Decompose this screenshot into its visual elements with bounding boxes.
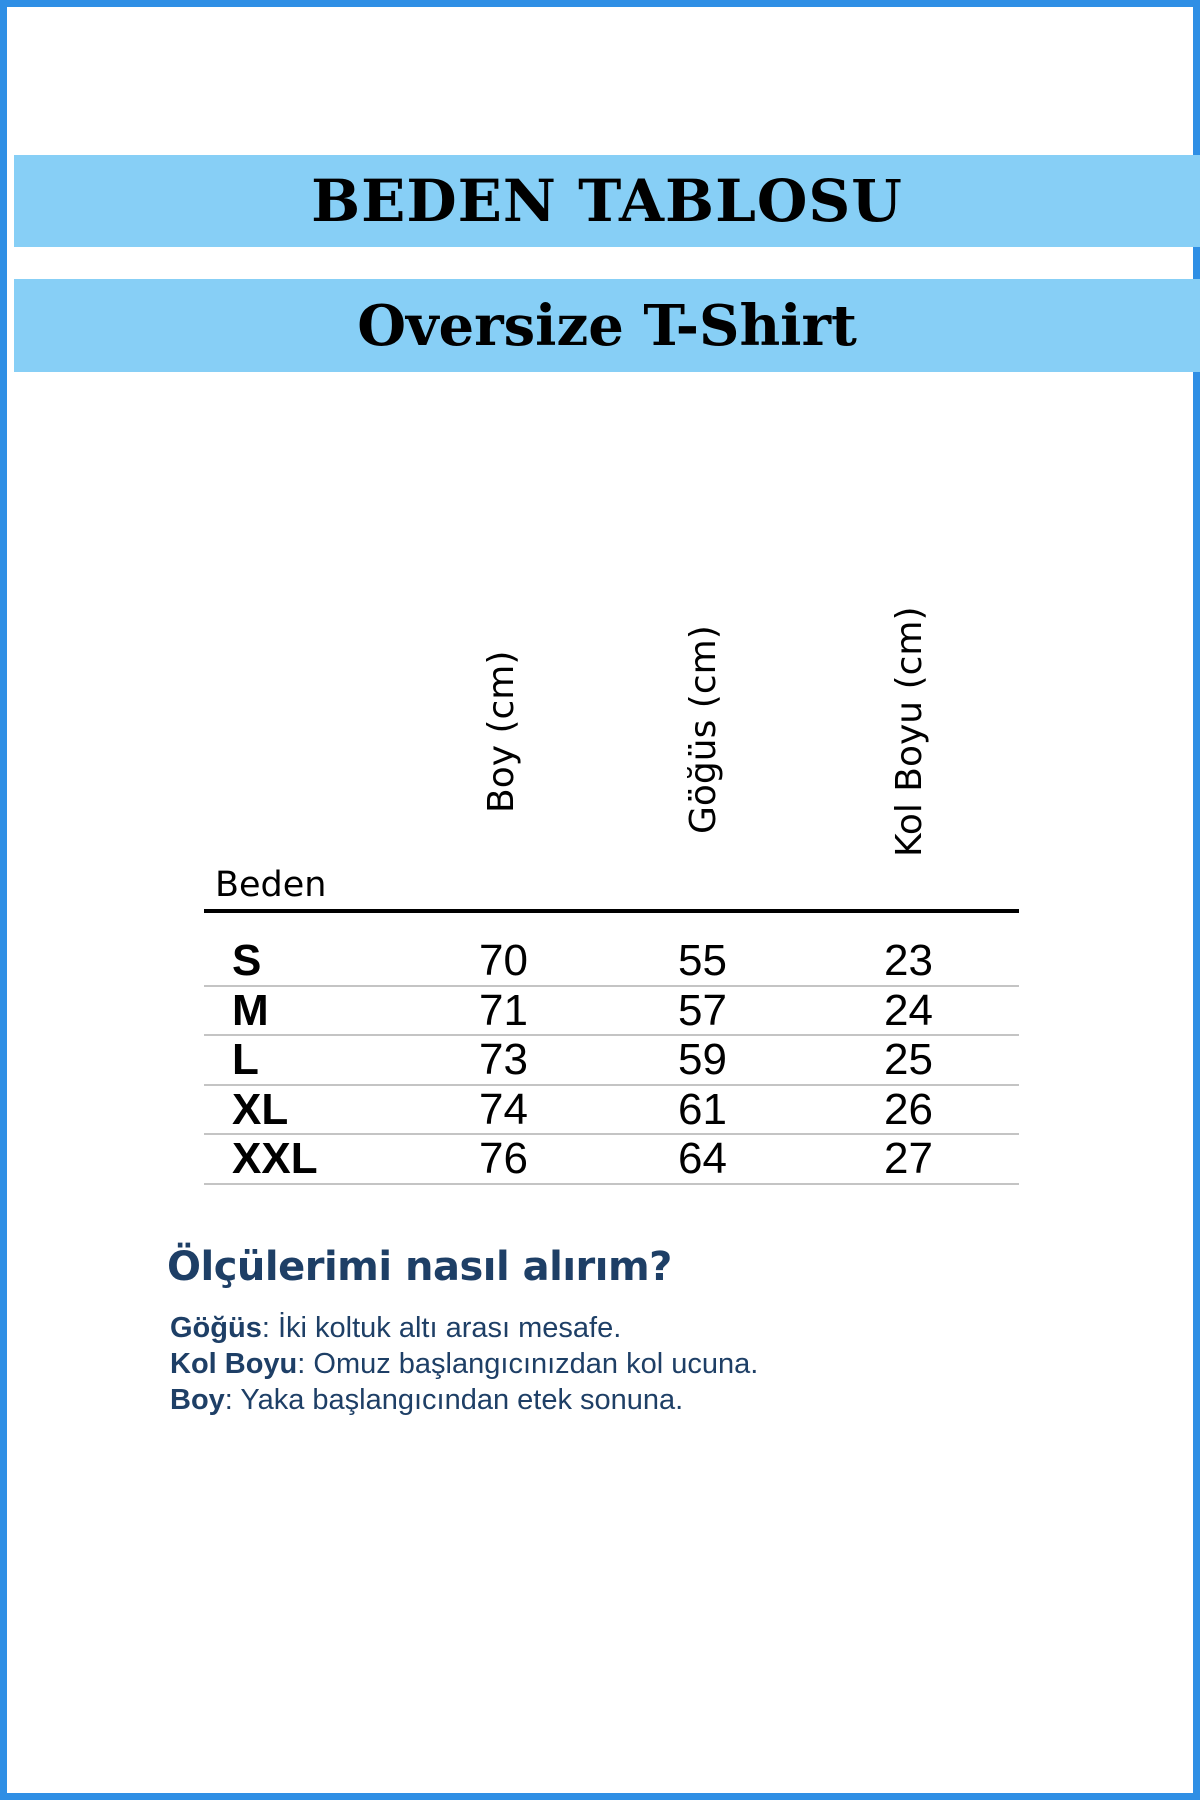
gogus-cell: 57: [678, 985, 727, 1035]
guide-item-boy: [170, 1382, 758, 1418]
guide-term: Göğüs: [170, 1312, 262, 1344]
size-cell: XL: [232, 1084, 289, 1134]
gogus-cell: 55: [678, 936, 727, 985]
guide-description: : Yaka başlangıcından etek sonuna.: [224, 1384, 684, 1416]
column-header-kol-boyu: Kol Boyu (cm): [889, 606, 930, 857]
column-header-boy: Boy (cm): [481, 650, 522, 813]
kol-boyu-cell: 26: [884, 1084, 933, 1134]
table-row: [204, 987, 1019, 1037]
guide-term: Kol Boyu: [170, 1348, 298, 1380]
kol-boyu-cell: 27: [884, 1134, 933, 1183]
page-title: BEDEN TABLOSU: [311, 167, 903, 235]
size-cell: M: [232, 985, 269, 1035]
boy-cell: 74: [479, 1084, 528, 1134]
boy-cell: 70: [479, 936, 528, 985]
gogus-cell: 61: [678, 1084, 727, 1134]
column-header-beden: Beden: [215, 865, 327, 905]
boy-cell: 73: [479, 1035, 528, 1084]
size-cell: S: [232, 936, 262, 985]
gogus-cell: 59: [678, 1035, 727, 1084]
table-row: [204, 1086, 1019, 1136]
column-header-gogus: Göğüs (cm): [683, 625, 724, 834]
table-row: [204, 937, 1019, 987]
boy-cell: 71: [479, 985, 528, 1035]
subtitle-banner: [14, 279, 1200, 372]
header-divider: [204, 909, 1019, 913]
kol-boyu-cell: 24: [884, 985, 933, 1035]
table-row: [204, 1036, 1019, 1086]
size-table: [204, 937, 1019, 1185]
guide-description: : İki koltuk altı arası mesafe.: [261, 1312, 622, 1344]
kol-boyu-cell: 25: [884, 1035, 933, 1084]
boy-cell: 76: [479, 1134, 528, 1183]
guide-description: : Omuz başlangıcınızdan kol ucuna.: [297, 1348, 759, 1380]
guide-item-kol-boyu: [170, 1346, 758, 1382]
measurement-guide-list: [170, 1310, 758, 1418]
guide-term: Boy: [170, 1384, 225, 1416]
size-cell: XXL: [232, 1134, 318, 1183]
guide-item-gogus: [170, 1310, 758, 1346]
title-banner: [14, 155, 1200, 247]
kol-boyu-cell: 23: [884, 936, 933, 985]
measurement-guide-title: Ölçülerimi nasıl alırım?: [167, 1244, 672, 1290]
gogus-cell: 64: [678, 1134, 727, 1183]
table-row: [204, 1135, 1019, 1185]
size-cell: L: [232, 1035, 259, 1084]
product-subtitle: Oversize T-Shirt: [357, 292, 857, 359]
